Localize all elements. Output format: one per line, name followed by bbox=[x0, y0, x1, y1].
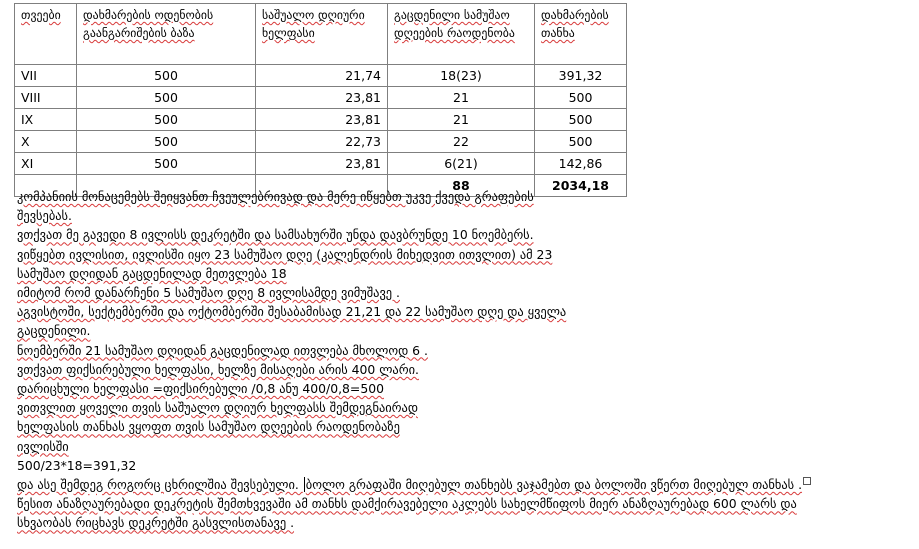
paragraph-line bbox=[17, 475, 907, 494]
daily-salary-cell: 22,73 bbox=[256, 131, 388, 153]
paragraph-text: და ასე შემდეგ როგორც ცხრილშია შევსებული. bbox=[17, 477, 303, 493]
formula-line: 500/23*18=391,32 bbox=[17, 457, 137, 473]
paragraph-mark-icon bbox=[803, 477, 811, 485]
paragraph-line: ივლისში bbox=[17, 438, 69, 454]
missed-days-cell: 6(21) bbox=[388, 153, 535, 175]
text-cursor bbox=[304, 477, 305, 492]
table-row bbox=[15, 65, 627, 87]
header-cell: საშუალო დღიური ხელფასი bbox=[256, 4, 388, 65]
table-row bbox=[15, 87, 627, 109]
month-cell: IX bbox=[15, 109, 77, 131]
total-days-cell: 88 bbox=[388, 175, 535, 197]
missed-days-cell: 22 bbox=[388, 131, 535, 153]
benefit-amount-cell: 500 bbox=[535, 87, 627, 109]
month-cell: X bbox=[15, 131, 77, 153]
paragraph-line: სამუშაო დღიდან გაცდენილად მეთვლება 18 bbox=[17, 265, 287, 281]
month-cell: XI bbox=[15, 153, 77, 175]
paragraph-line: ვიწყებთ ივლისით, ივლისში იყო 23 სამუშაო დღე (კალენდრის მიხედვით ითვლით) ამ 23 bbox=[17, 246, 553, 262]
table-header-row bbox=[15, 4, 627, 65]
daily-salary-cell: 23,81 bbox=[256, 109, 388, 131]
benefit-amount-cell: 391,32 bbox=[535, 65, 627, 87]
header-cell: თვეები bbox=[15, 4, 77, 65]
paragraph-line: ვთქვათ ფიქსირებული ხელფასი, ხელზე მისაღები არის 400 ლარი. bbox=[17, 361, 419, 377]
document-body[interactable] bbox=[17, 187, 907, 533]
paragraph-line: სხვაობას რიცხავს დეკრეტში გასვლისთანავე . bbox=[17, 515, 295, 531]
header-cell: გაცდენილი სამუშაო დღეების რაოდენობა bbox=[388, 4, 535, 65]
paragraph-line: აგვისტოში, სექტემბერში და ოქტომბერში შესაბამისად 21,21 და 22 სამუშაო დღე და ყველა bbox=[17, 304, 567, 320]
daily-salary-cell: 23,81 bbox=[256, 87, 388, 109]
paragraph-line: ნოემბერში 21 სამუშაო დღიდან გაცდენილად ითვლება მხოლოდ 6 . bbox=[17, 342, 428, 358]
benefit-amount-cell: 500 bbox=[535, 109, 627, 131]
base-cell: 500 bbox=[77, 87, 256, 109]
base-cell: 500 bbox=[77, 65, 256, 87]
benefit-amount-cell: 500 bbox=[535, 131, 627, 153]
paragraph-line: შევსებას. bbox=[17, 208, 72, 224]
month-cell: VIII bbox=[15, 87, 77, 109]
paragraph-line: დარიცხული ხელფასი =ფიქსირებული /0,8 ანუ 400/0,8=500 bbox=[17, 381, 384, 397]
table-row bbox=[15, 109, 627, 131]
header-cell: დახმარების ოდენობის გაანგარიშების ბაზა bbox=[77, 4, 256, 65]
daily-salary-cell: 23,81 bbox=[256, 153, 388, 175]
paragraph-line: კომპანიის მონაცემებს შეიყვანთ ჩვეულებრივად და მერე იწყებთ უკვე ქვედა გრაფების bbox=[17, 189, 534, 204]
daily-salary-cell: 21,74 bbox=[256, 65, 388, 87]
benefit-table bbox=[14, 3, 627, 197]
total-amount-cell: 2034,18 bbox=[535, 175, 627, 197]
table-row bbox=[15, 131, 627, 153]
missed-days-cell: 21 bbox=[388, 109, 535, 131]
paragraph-line: ხელფასის თანხას ვყოფთ თვის სამუშაო დღეების რაოდენობაზე bbox=[17, 419, 400, 435]
paragraph-text: ბოლო გრაფაში მიღებულ თანხებს ვაჯამებთ და ბოლოში ვწერთ მიღებულ თანხას . bbox=[305, 477, 803, 493]
paragraph-line: იმიტომ რომ დანარჩენი 5 სამუშაო დღე 8 ივლისამდე ვიმუშავე . bbox=[17, 285, 400, 301]
base-cell: 500 bbox=[77, 109, 256, 131]
base-cell: 500 bbox=[77, 153, 256, 175]
table-row bbox=[15, 153, 627, 175]
paragraph-line: წესით ანაზღაურებადი დეკრეტის შემთხვევაში ამ თანხს დამქირავებელი აკლებს სახელმწიფოს მიერ ანაზღაურებად 600 ლარს და bbox=[17, 496, 797, 512]
base-cell: 500 bbox=[77, 131, 256, 153]
paragraph-line: გაცდენილი. bbox=[17, 323, 91, 339]
paragraph-line: ვთქვათ მე გავედი 8 ივლისს დეკრეტში და სამსახურში უნდა დავბრუნდე 10 ნოემბერს. bbox=[17, 227, 534, 243]
paragraph-line: ვითვლით ყოველი თვის საშუალო დღიურ ხელფასს შემდეგნაირად bbox=[17, 400, 418, 416]
month-cell: VII bbox=[15, 65, 77, 87]
header-cell: დახმარების თანხა bbox=[535, 4, 627, 65]
missed-days-cell: 21 bbox=[388, 87, 535, 109]
missed-days-cell: 18(23) bbox=[388, 65, 535, 87]
benefit-amount-cell: 142,86 bbox=[535, 153, 627, 175]
